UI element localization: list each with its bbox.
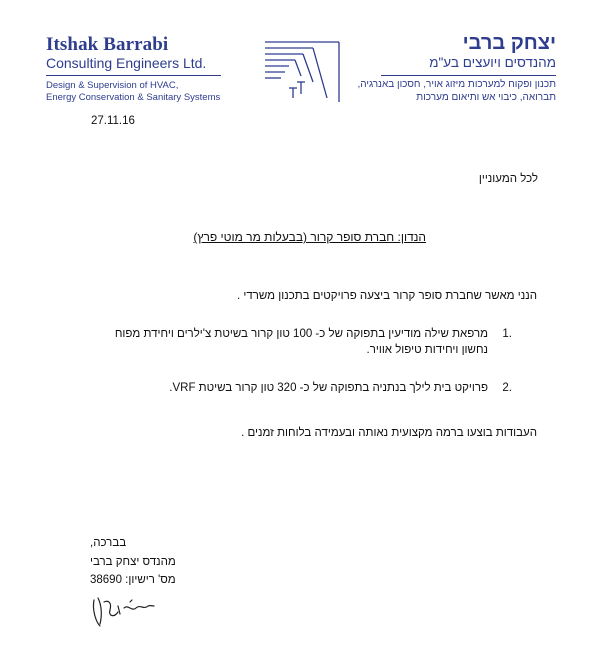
- company-description-english-1: Design & Supervision of HVAC,: [46, 80, 179, 91]
- letter-recipient: לכל המעוניין: [478, 173, 538, 185]
- letter-subject: הנדון: חברת סופר קרור (בבעלות מר מוטי פרץ): [193, 230, 426, 244]
- handwritten-signature: [88, 588, 158, 630]
- company-name-hebrew: יצחק ברבי: [462, 32, 556, 54]
- letter-date: 27.11.16: [91, 115, 135, 127]
- list-item-text: פרויקט בית לילך בנתניה בתפוקה של כ- 320 טון קרור בשיטת VRF.: [169, 382, 488, 394]
- list-item-text: מרפאת שילה מודיעין בתפוקה של כ- 100 טון קרור בשיטת צ'ילרים ויחידת מפוח: [114, 328, 488, 340]
- letterhead-divider-hebrew: [381, 75, 556, 76]
- signoff-license: מס' רישיון: 38690: [90, 574, 176, 586]
- company-subtitle-hebrew: מהנדסים ויועצים בע"מ: [429, 55, 556, 70]
- list-item-number: 2.: [502, 382, 512, 394]
- signoff-greeting: בברכה,: [90, 537, 127, 549]
- letter-closing: העבודות בוצעו ברמה מקצועית נאותה ובעמידה בלוחות זמנים .: [241, 427, 537, 439]
- signoff-name: מהנדס יצחק ברבי: [90, 556, 176, 568]
- company-name-english: Itshak Barrabi: [46, 34, 169, 55]
- company-description-hebrew-1: תכנון ופקוח למערכות מיזוג אויר, חסכון באנרגיה,: [357, 79, 556, 90]
- letterhead-divider-english: [46, 75, 221, 76]
- list-item-number: 1.: [502, 328, 512, 340]
- list-item-text-continued: נחשון ויחידות טיפול אוויר.: [366, 344, 488, 356]
- letter-intro: הנני מאשר שחברת סופר קרור ביצעה פרויקטים בתכנון משרדי .: [236, 290, 537, 302]
- company-logo: [263, 36, 341, 104]
- company-description-hebrew-2: תברואה, כיבוי אש ותיאום מערכות: [416, 92, 556, 103]
- company-description-english-2: Energy Conservation & Sanitary Systems: [46, 92, 221, 103]
- company-subtitle-english: Consulting Engineers Ltd.: [46, 55, 207, 71]
